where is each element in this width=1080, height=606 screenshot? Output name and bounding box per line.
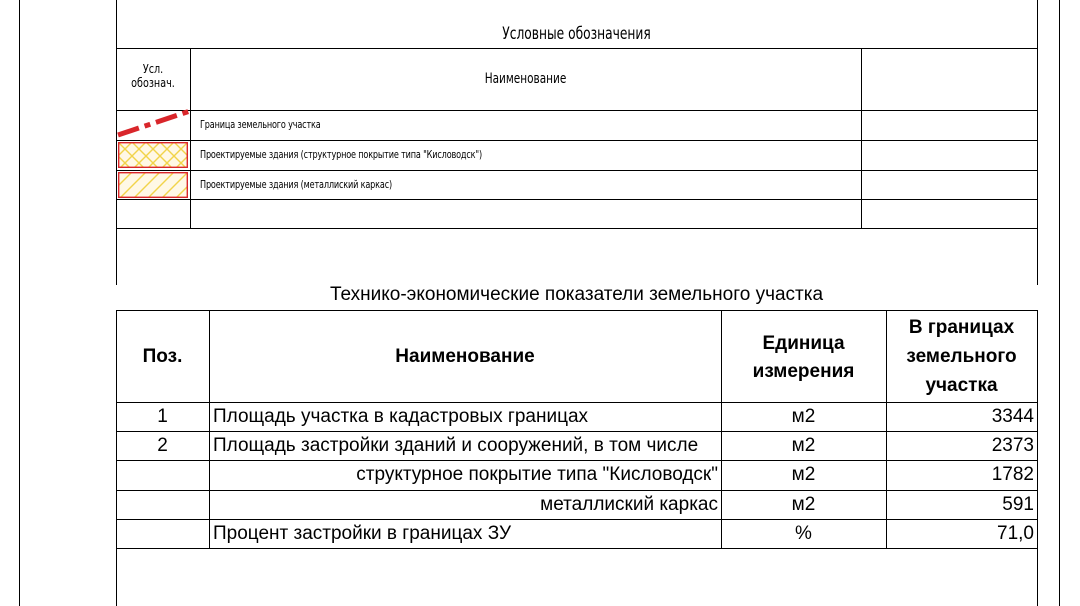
- tep-cell-value: 2373: [991, 435, 1034, 456]
- tep-cell-name: Процент застройки в границах ЗУ: [213, 523, 512, 544]
- tep-cell-value: 3344: [991, 406, 1034, 427]
- legend-row3-bottom: [116, 199, 1037, 200]
- tep-cell-unit: м2: [791, 464, 816, 485]
- tep-cell-value: 591: [1002, 494, 1034, 515]
- tep-top-line: [116, 310, 1037, 311]
- tep-cell-pos: 2: [157, 435, 168, 456]
- tep-header-name: Наименование: [395, 346, 535, 367]
- sheet-left-edge: [19, 0, 20, 606]
- tep-cell-pos: 1: [157, 406, 168, 427]
- legend-title: Условные обозначения: [502, 24, 651, 44]
- tep-cell-name: металлиский каркас: [540, 494, 718, 515]
- tep-header-value: В границах земельного участка: [906, 317, 1017, 396]
- tep-cell-name: Площадь застройки зданий и сооружений, в том числе: [213, 435, 699, 456]
- sheet-right-edge: [1059, 0, 1060, 606]
- tep-cell-unit: м2: [791, 494, 816, 515]
- legend-row4-bottom: [116, 228, 1037, 229]
- legend-item-label: Проектируемые здания (металлиский каркас): [200, 178, 393, 191]
- legend-top-line: [116, 48, 1037, 49]
- tep-title: Технико-экономические показатели земельного участка: [329, 284, 824, 305]
- tep-cell-pos: [116, 519, 209, 548]
- tep-cell-name: Площадь участка в кадастровых границах: [213, 406, 589, 427]
- legend-item-label: Проектируемые здания (структурное покрытие типа "Кисловодск"): [200, 148, 482, 161]
- legend-row1-bottom: [116, 140, 1037, 141]
- legend-header-name: Наименование: [484, 71, 567, 87]
- tep-header-pos: Поз.: [142, 346, 183, 367]
- tep-cell-value: 1782: [991, 464, 1034, 485]
- tep-cell-unit: м2: [791, 406, 816, 427]
- frame-left-line: [116, 0, 117, 285]
- yellow-hatch-icon: [118, 172, 188, 198]
- tep-cell-value: 71,0: [997, 523, 1034, 544]
- tep-cell-unit: %: [795, 523, 812, 544]
- tep-row5-bottom: [116, 548, 1037, 549]
- legend-item-label: Граница земельного участка: [200, 118, 321, 131]
- red-dashed-boundary-icon: [116, 108, 192, 140]
- yellow-crosshatch-icon: [118, 142, 188, 168]
- tep-cell-name: структурное покрытие типа "Кисловодск": [356, 464, 718, 485]
- legend-row2-bottom: [116, 170, 1037, 171]
- frame-right-line: [1037, 0, 1038, 285]
- tep-cell-pos: [116, 490, 209, 519]
- tep-right-border: [1037, 310, 1038, 606]
- legend-header-symbol: Усл. обознач.: [131, 62, 175, 90]
- tep-header-unit: Единица измерения: [752, 333, 855, 382]
- tep-cell-pos: [116, 460, 209, 489]
- legend-header-bottom: [116, 110, 1037, 111]
- tep-cell-unit: м2: [791, 435, 816, 456]
- legend-col2-right: [861, 48, 862, 228]
